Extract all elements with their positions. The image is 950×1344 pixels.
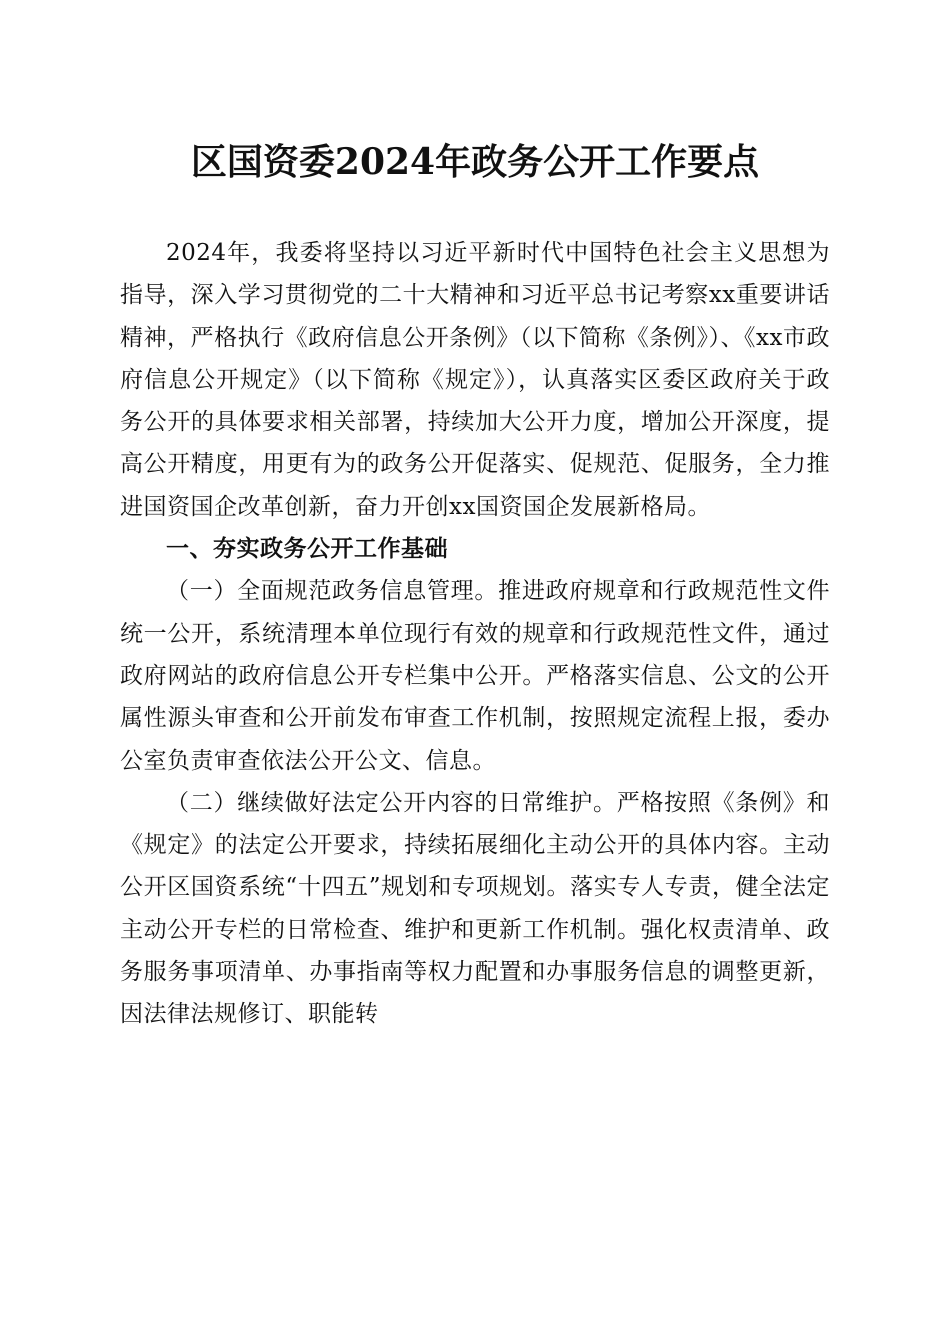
document-title: 区国资委2024年政务公开工作要点 <box>190 141 760 183</box>
document-page <box>120 130 830 1036</box>
item-body-2: 严格按照《条例》和《规定》的法定公开要求，持续拓展细化主动公开的具体内容。主动公开区国资系统“十四五”规划和专项规划。落实专人专责，健全法定主动公开专栏的日常检查、维护和更新工作机制。强化权责清单、政务服务事项清单、办事指南等权力配置和办事服务信息的调整更新，因法律法规修订、职能转 <box>120 789 831 1028</box>
intro-paragraph: 2024年，我委将坚持以习近平新时代中国特色社会主义思想为指导，深入学习贯彻党的二十大精神和习近平总书记考察xx重要讲话精神，严格执行《政府信息公开条例》（以下简称《条例》）、《xx市政府信息公开规定》（以下简称《规定》），认真落实区委区政府关于政务公开的具体要求相关部署，持续加大公开力度，增加公开深度，提高公开精度，用更有为的政务公开促落实、促规范、促服务，全力推进国资国企改革创新，奋力开创xx国资国企发展新格局。 <box>120 240 830 520</box>
section-heading-1: 一、夯实政务公开工作基础 <box>166 536 448 563</box>
item-body-1: 推进政府规章和行政规范性文件统一公开，系统清理本单位现行有效的规章和行政规范性文件，通过政府网站的政府信息公开专栏集中公开。严格落实信息、公文的公开属性源头审查和公开前发布审查工作机制，按照规定流程上报，委办公室负责审查依法公开公文、信息。 <box>120 578 831 774</box>
item-lead-2: （二）继续做好法定公开内容的日常维护。 <box>166 789 617 816</box>
item-paragraph-2 <box>120 782 830 1036</box>
item-paragraph-1 <box>120 570 830 781</box>
item-lead-1: （一）全面规范政务信息管理。 <box>166 578 499 605</box>
